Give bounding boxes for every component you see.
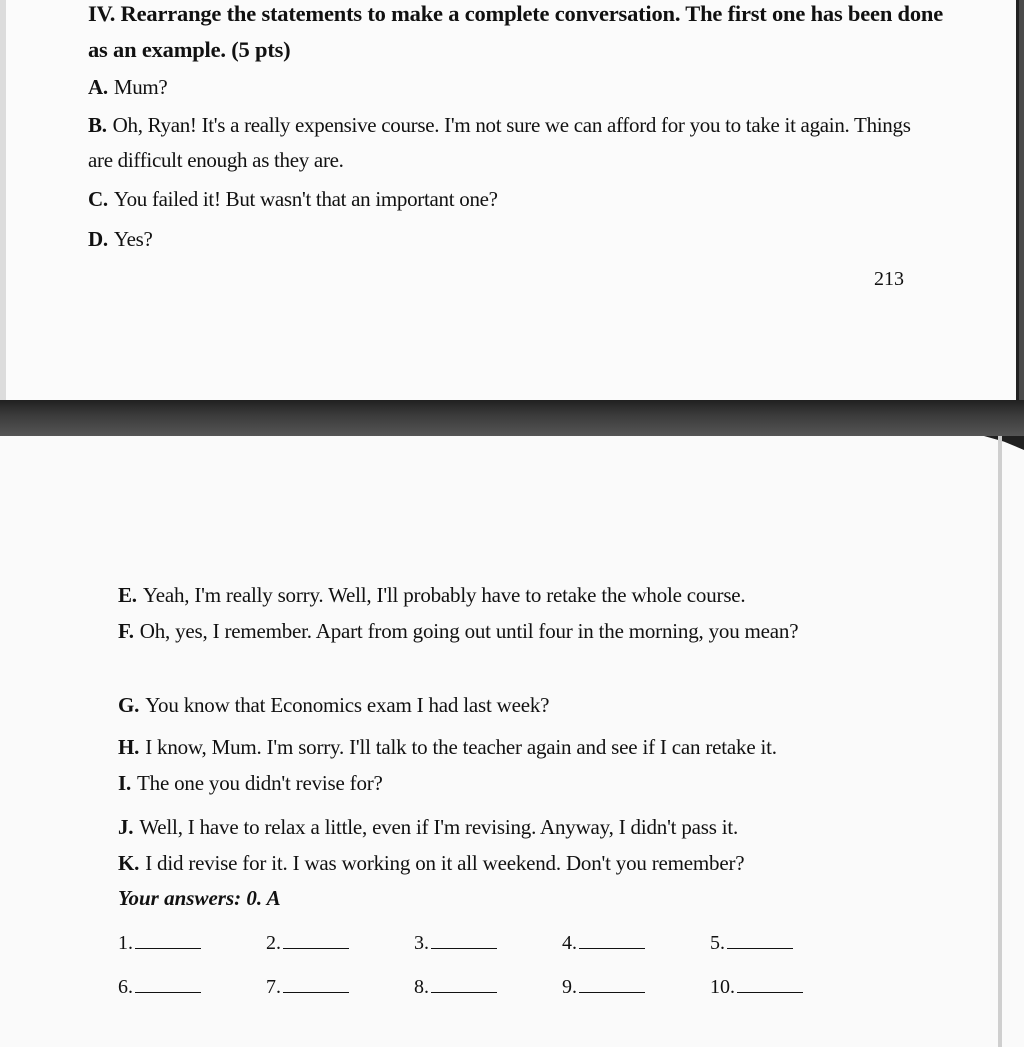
option-c: C. You failed it! But wasn't that an important one? — [88, 187, 498, 211]
option-d: D. Yes? — [88, 227, 153, 251]
answer-blank-10[interactable]: 10. — [710, 974, 803, 999]
option-f: F. Oh, yes, I remember. Apart from going out until four in the morning, you mean? — [118, 619, 799, 643]
page-edge — [0, 0, 6, 400]
option-a: A. Mum? — [88, 75, 168, 99]
answer-blank-5[interactable]: 5. — [710, 930, 793, 955]
option-e: E. Yeah, I'm really sorry. Well, I'll probably have to retake the whole course. — [118, 583, 746, 607]
option-k: K. I did revise for it. I was working on it all weekend. Don't you remember? — [118, 851, 745, 875]
page-edge — [998, 436, 1002, 1047]
answers-label: Your answers: 0. A — [118, 886, 281, 910]
answer-blank-3[interactable]: 3. — [414, 930, 497, 955]
option-g: G. You know that Economics exam I had last week? — [118, 693, 550, 717]
answer-blank-9[interactable]: 9. — [562, 974, 645, 999]
option-b: B. Oh, Ryan! It's a really expensive course. I'm not sure we can afford for you to take it again. Things are difficult enough as they are. — [88, 113, 911, 172]
answer-blank-4[interactable]: 4. — [562, 930, 645, 955]
answer-blank-8[interactable]: 8. — [414, 974, 497, 999]
option-i: I. The one you didn't revise for? — [118, 771, 383, 795]
answer-blank-7[interactable]: 7. — [266, 974, 349, 999]
answer-blank-1[interactable]: 1. — [118, 930, 201, 955]
page-corner — [984, 436, 1024, 450]
answer-row-2 — [118, 974, 878, 1010]
page-number: 213 — [874, 268, 904, 290]
top-page — [0, 0, 1019, 400]
page-gap — [0, 400, 1024, 436]
answer-row-1 — [118, 930, 878, 966]
answer-blank-6[interactable]: 6. — [118, 974, 201, 999]
option-h: H. I know, Mum. I'm sorry. I'll talk to the teacher again and see if I can retake it. — [118, 735, 777, 759]
answer-blank-2[interactable]: 2. — [266, 930, 349, 955]
bottom-page — [0, 436, 1024, 1047]
option-j: J. Well, I have to relax a little, even if I'm revising. Anyway, I didn't pass it. — [118, 815, 739, 839]
question-title: IV. Rearrange the statements to make a complete conversation. The first one has been done as an example. (5 pts) — [88, 1, 944, 62]
